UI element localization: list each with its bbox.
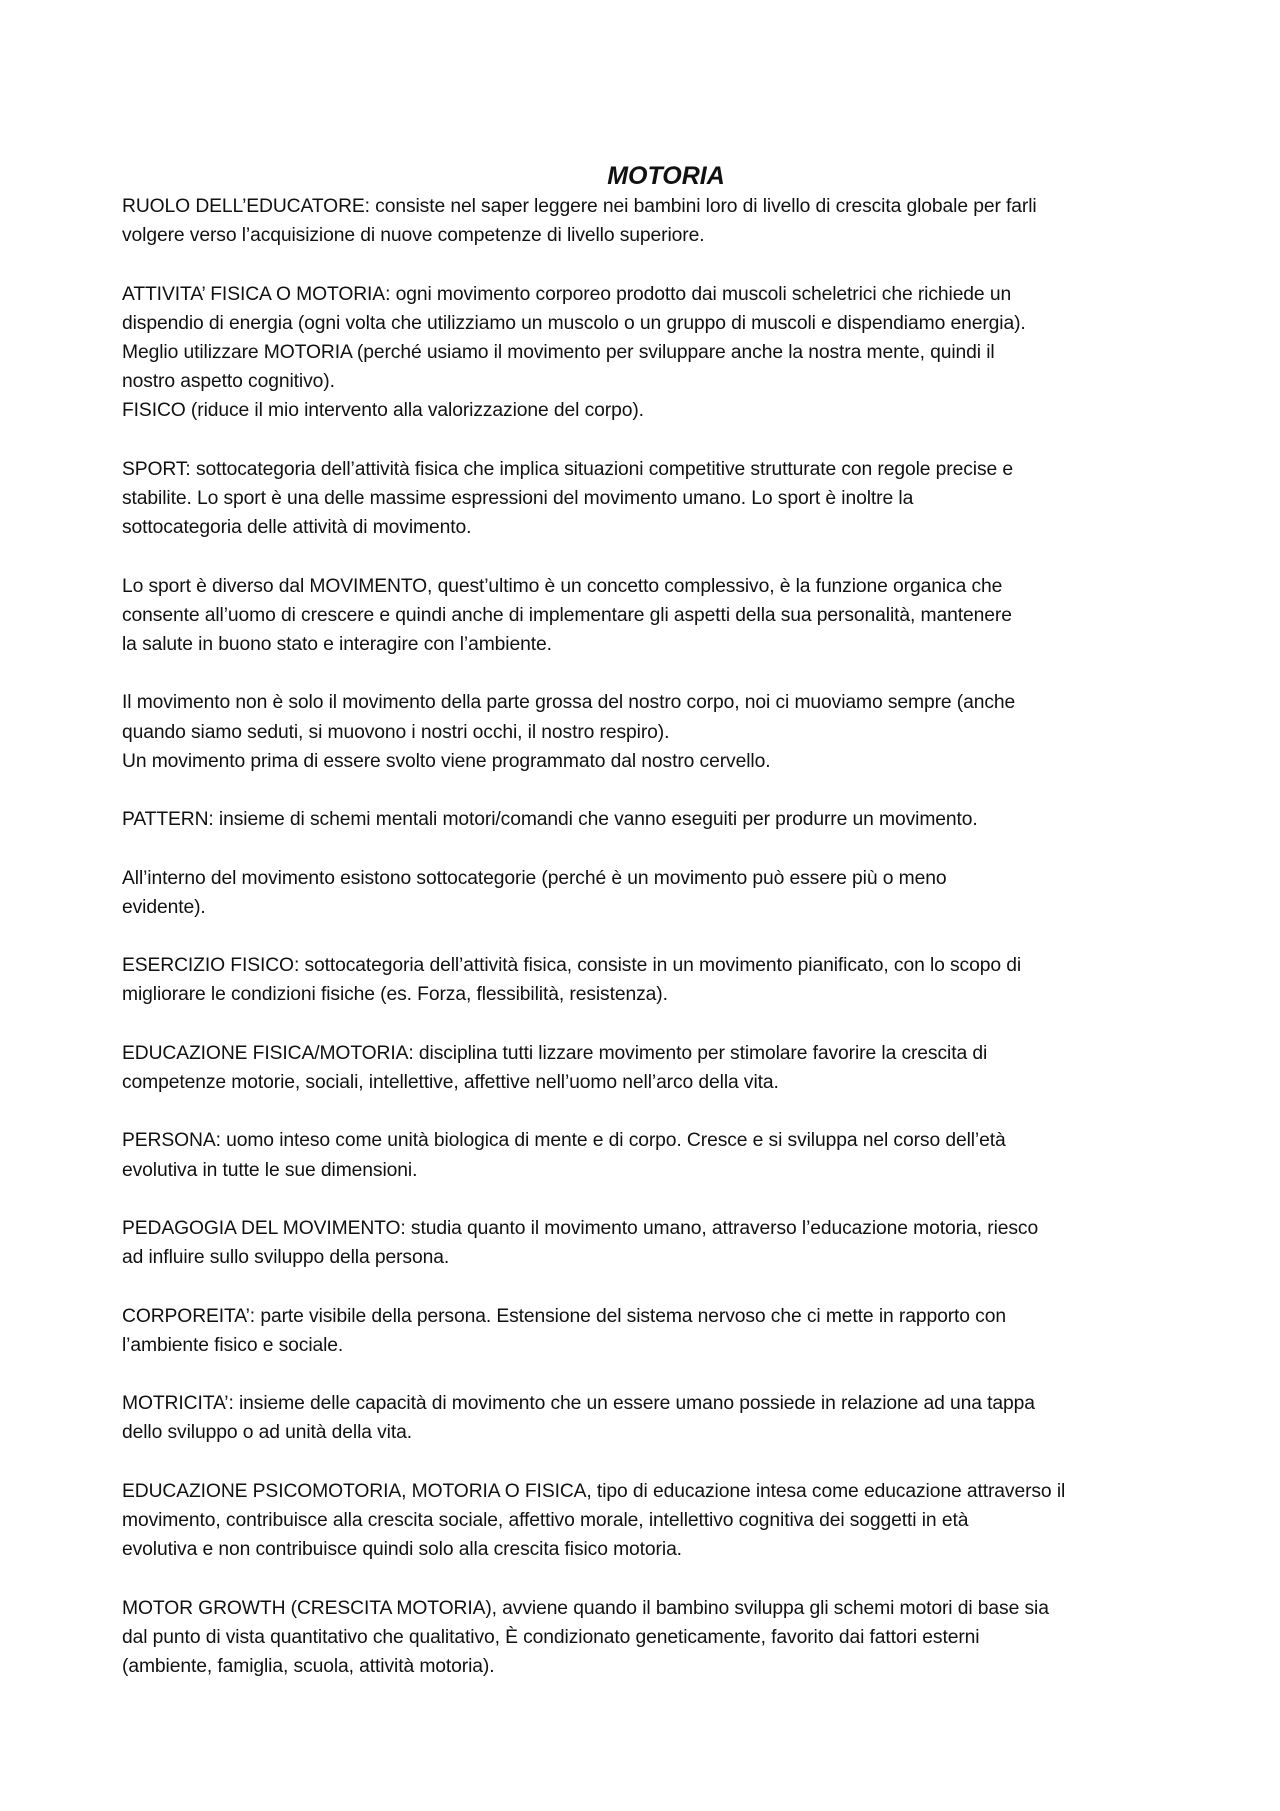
text-line: stabilite. Lo sport è una delle massime espressioni del movimento umano. Lo sport è inoltre la [122,488,914,509]
text-line: All’interno del movimento esistono sottocategorie (perché è un movimento può essere più o meno [122,867,947,889]
text-line: ESERCIZIO FISICO: sottocategoria dell’attività fisica, consiste in un movimento pianificato, con lo scopo di [122,955,1022,977]
text-line: FISICO (riduce il mio intervento alla valorizzazione del corpo). [122,400,644,422]
text-line: migliorare le condizioni fisiche (es. Forza, flessibilità, resistenza). [122,984,668,1006]
paragraph [122,192,1160,250]
text-line: EDUCAZIONE FISICA/MOTORIA: disciplina tutti lizzare movimento per stimolare favorire la crescita di [122,1042,988,1064]
paragraph [122,1477,1160,1565]
text-line: (ambiente, famiglia, scuola, attività motoria). [122,1655,495,1677]
text-line: dello sviluppo o ad unità della vita. [122,1422,413,1444]
text-line: dal punto di vista quantitativo che qualitativo, È condizionato geneticamente, favorito dai fattori esterni [122,1626,980,1648]
text-line: Un movimento prima di essere svolto viene programmato dal nostro cervello. [122,750,771,772]
text-line: Lo sport è diverso dal MOVIMENTO, quest’ultimo è un concetto complessivo, è la funzione organica che [122,575,1003,597]
text-line: Il movimento non è solo il movimento della parte grossa del nostro corpo, noi ci muoviamo sempre (anche [122,692,1016,714]
text-line: MOTOR GROWTH (CRESCITA MOTORIA), avviene quando il bambino sviluppa gli schemi motori di base sia [122,1597,1049,1619]
text-line: competenze motorie, sociali, intellettive, affettive nell’uomo nell’arco della vita. [122,1071,779,1093]
paragraph [122,1302,1160,1360]
text-line: quando siamo seduti, si muovono i nostri occhi, il nostro respiro). [122,721,670,743]
paragraph [122,688,1160,776]
text-line: RUOLO DELL’EDUCATORE: consiste nel saper leggere nei bambini loro di livello di crescita globale per farli [122,196,1037,217]
paragraph [122,455,1160,543]
paragraph [122,1594,1160,1682]
text-line: PERSONA: uomo inteso come unità biologica di mente e di corpo. Cresce e si sviluppa nel corso dell’età [122,1130,1006,1152]
text-line: evidente). [122,896,206,918]
text-line: ad influire sullo sviluppo della persona. [122,1247,450,1269]
text-line: EDUCAZIONE PSICOMOTORIA, MOTORIA O FISICA, tipo di educazione intesa come educazione attraverso il [122,1480,1066,1502]
paragraph [122,1214,1160,1272]
paragraph [122,951,1160,1009]
text-line: sottocategoria delle attività di movimento. [122,517,472,539]
text-line: MOTRICITA’: insieme delle capacità di movimento che un essere umano possiede in relazione ad una tappa [122,1393,1035,1415]
paragraph [122,1126,1160,1184]
text-line: Meglio utilizzare MOTORIA (perché usiamo il movimento per sviluppare anche la nostra mente, quindi il [122,342,995,363]
text-line: PATTERN: insieme di schemi mentali motori/comandi che vanno eseguiti per produrre un movimento. [122,809,978,831]
text-line: SPORT: sottocategoria dell’attività fisica che implica situazioni competitive strutturate con regole precise e [122,458,1014,480]
text-line: PEDAGOGIA DEL MOVIMENTO: studia quanto il movimento umano, attraverso l’educazione motoria, riesco [122,1217,1039,1239]
text-line: dispendio di energia (ogni volta che utilizziamo un muscolo o un gruppo di muscoli e dispendiamo energia). [122,312,1026,334]
text-line: volgere verso l’acquisizione di nuove competenze di livello superiore. [122,225,705,247]
text-line: evolutiva in tutte le sue dimensioni. [122,1159,418,1181]
text-line: nostro aspetto cognitivo). [122,371,335,393]
text-line: consente all’uomo di crescere e quindi anche di implementare gli aspetti della sua personalità, mantenere [122,604,1012,626]
document-title: MOTORIA [607,162,725,190]
paragraph [122,572,1160,660]
text-line: ATTIVITA’ FISICA O MOTORIA: ogni movimento corporeo prodotto dai muscoli scheletrici che richiede un [122,283,1012,305]
paragraph [122,864,1160,922]
paragraph [122,805,1160,834]
text-line: la salute in buono stato e interagire con l’ambiente. [122,634,552,655]
text-line: l’ambiente fisico e sociale. [122,1334,344,1356]
document-body [122,192,1160,1681]
paragraph [122,1039,1160,1097]
text-line: evolutiva e non contribuisce quindi solo alla crescita fisico motoria. [122,1539,682,1561]
paragraph [122,280,1160,426]
text-line: movimento, contribuisce alla crescita sociale, affettivo morale, intellettivo cognitiva dei soggetti in età [122,1509,969,1531]
text-line: CORPOREITA’: parte visibile della persona. Estensione del sistema nervoso che ci mette in rapporto con [122,1305,1006,1327]
paragraph [122,1389,1160,1447]
